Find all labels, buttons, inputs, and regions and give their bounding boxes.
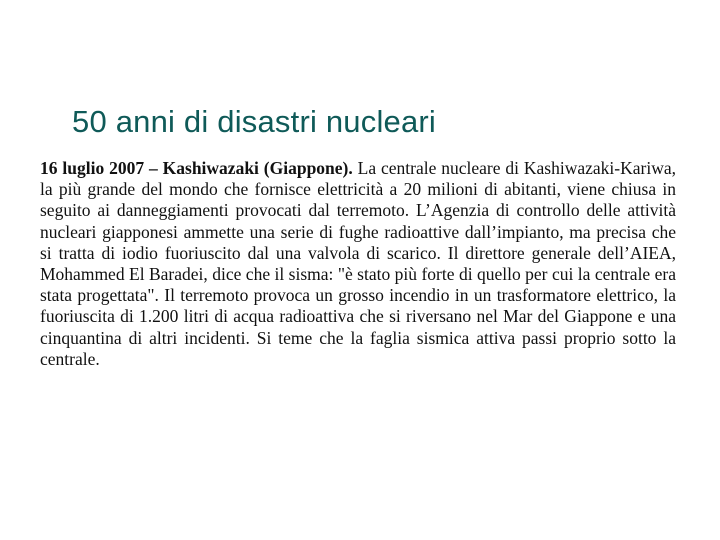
slide-title: 50 anni di disastri nucleari bbox=[72, 104, 437, 139]
event-location: Kashiwazaki (Giappone). bbox=[162, 158, 353, 178]
event-date: 16 luglio 2007 bbox=[40, 158, 145, 178]
event-description: La centrale nucleare di Kashiwazaki-Kariwa, la più grande del mondo che fornisce elettricità a 20 milioni di abitanti, viene chiusa in seguito ai danneggiamenti provocati dal terremoto. L’Agenzia di controllo delle attività nucleari giapponesi ammette una serie di fughe radioattive dall’impianto, ma precisa che si tratta di iodio fuoriuscito dal una valvola di scarico. Il direttore generale dell’AIEA, Mohammed El Baradei, dice che il sisma: "è stato più forte di quello per cui la centrale era stata progettata". Il terremoto provoca un grosso incendio in un trasformatore elettrico, la fuoriuscita di 1.200 litri di acqua radioattiva che si riversano nel Mar del Giappone e una cinquantina di altri incidenti. Si teme che la faglia sismica attiva passi proprio sotto la centrale. bbox=[40, 158, 676, 369]
lead-separator: – bbox=[144, 158, 163, 178]
event-paragraph bbox=[40, 158, 676, 370]
